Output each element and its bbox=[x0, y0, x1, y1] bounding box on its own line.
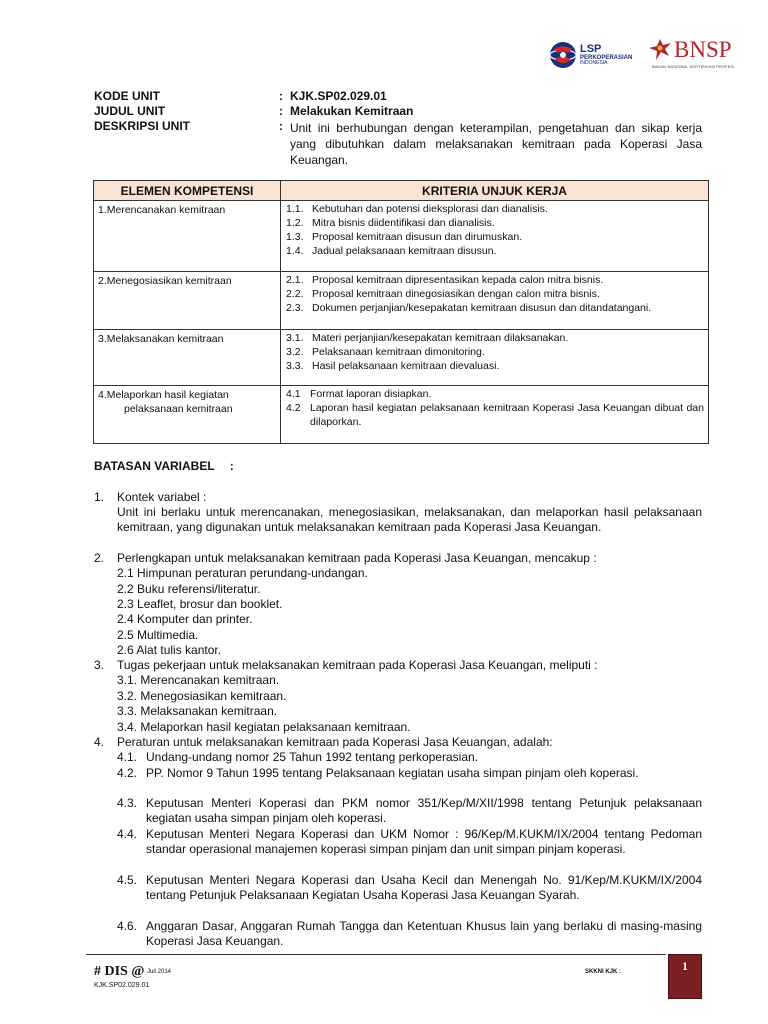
criteria-cell bbox=[281, 272, 709, 330]
bnsp-logo-text: BNSP bbox=[674, 37, 732, 62]
element-cell bbox=[94, 201, 281, 272]
criteria-item bbox=[286, 244, 704, 258]
element-cell bbox=[94, 272, 281, 330]
criteria-item bbox=[286, 287, 704, 301]
lsp-logo bbox=[548, 40, 642, 70]
page-number: 1 bbox=[682, 959, 688, 973]
criteria-text: Mitra bisnis diidentifikasi dan dianalisis. bbox=[312, 217, 495, 229]
table-row bbox=[94, 330, 709, 386]
criteria-num: 2.2. bbox=[286, 288, 304, 300]
criteria-item bbox=[286, 273, 704, 287]
criteria-text: Kebutuhan dan potensi dieksplorasi dan dianalisis. bbox=[312, 203, 548, 215]
list-item: 2.1 Himpunan peraturan perundang-undangan. bbox=[117, 566, 368, 580]
judul-unit-value: Melakukan Kemitraan bbox=[290, 104, 414, 118]
element-cell bbox=[94, 386, 281, 444]
footer-date: Juli 2014 bbox=[147, 969, 172, 975]
criteria-item bbox=[286, 230, 704, 244]
regulation-num: 4.6. bbox=[117, 919, 138, 933]
judul-unit-label: JUDUL UNIT bbox=[94, 104, 166, 118]
table-row bbox=[94, 386, 709, 444]
regulation-num: 4.3. bbox=[117, 796, 138, 810]
criteria-cell bbox=[281, 330, 709, 386]
element-text: 1.Merencanakan kemitraan bbox=[98, 204, 226, 216]
regulation-text: Keputusan Menteri Negara Koperasi dan Usaha Kecil dan Menengah No. 91/Kep/M.KUKM/IX/2004 tentang Petunjuk Pelaksanaan Kegiatan Usaha Koperasi Jasa Keuangan Syarah. bbox=[146, 873, 702, 902]
criteria-num: 2.1. bbox=[286, 274, 304, 286]
batasan-variabel-title bbox=[94, 459, 234, 474]
list-num-4: 4. bbox=[94, 735, 105, 749]
list-item: 3.4. Melaporkan hasil kegiatan pelaksanaan kemitraan. bbox=[117, 720, 411, 734]
deskripsi-unit-value: Unit ini berhubungan dengan keterampilan, pengetahuan dan sikap kerja yang dibutuhkan dalam melaksanakan kemitraan pada Koperasi Jasa Keuangan. bbox=[290, 121, 702, 167]
list-item: 3.1. Merencanakan kemitraan. bbox=[117, 673, 280, 687]
footer-brand: # DIS @ bbox=[94, 964, 145, 979]
criteria-item bbox=[286, 202, 704, 216]
kode-unit-label: KODE UNIT bbox=[94, 89, 160, 103]
criteria-text: Format laporan disiapkan. bbox=[310, 388, 432, 400]
element-text-continued: pelaksanaan kemitraan bbox=[124, 403, 233, 415]
element-text: 4.Melaporkan hasil kegiatan bbox=[98, 389, 229, 401]
list-item: 2.3 Leaflet, brosur dan booklet. bbox=[117, 597, 283, 611]
element-text: 3.Melaksanakan kemitraan bbox=[98, 333, 224, 345]
criteria-num: 4.1 bbox=[286, 388, 301, 400]
regulation-num: 4.1. bbox=[117, 750, 138, 764]
criteria-cell bbox=[281, 386, 709, 444]
criteria-item bbox=[286, 216, 704, 230]
list-item: 3.3. Melaksanakan kemitraan. bbox=[117, 704, 278, 718]
list-num-2: 2. bbox=[94, 551, 105, 565]
table-row bbox=[94, 201, 709, 272]
lsp-logo-subtext-2: INDONESIA bbox=[580, 60, 608, 66]
criteria-item bbox=[286, 401, 704, 429]
garuda-icon bbox=[647, 36, 673, 64]
criteria-text: Laporan hasil kegiatan pelaksanaan kemitraan Koperasi Jasa Keuangan dibuat dan dilaporkan. bbox=[310, 402, 704, 428]
bnsp-logo bbox=[647, 36, 743, 72]
criteria-num: 3.1. bbox=[286, 332, 304, 344]
criteria-text: Proposal kemitraan disusun dan dirumuskan. bbox=[312, 231, 523, 243]
list-item: 2.5 Multimedia. bbox=[117, 628, 199, 642]
criteria-num: 4.2 bbox=[286, 402, 301, 414]
perlengkapan-title: Perlengkapan untuk melaksanakan kemitraan pada Koperasi Jasa Keuangan, mencakup : bbox=[117, 551, 597, 565]
elemen-kompetensi-header: ELEMEN KOMPETENSI bbox=[94, 181, 281, 201]
list-item: 2.4 Komputer dan printer. bbox=[117, 612, 253, 626]
criteria-text: Jadual pelaksanaan kemitraan disusun. bbox=[312, 245, 497, 257]
peraturan-title: Peraturan untuk melaksanakan kemitraan pada Koperasi Jasa Keuangan, adalah: bbox=[117, 735, 553, 749]
kriteria-unjuk-kerja-header: KRITERIA UNJUK KERJA bbox=[281, 181, 709, 201]
criteria-text: Pelaksanaan kemitraan dimonitoring. bbox=[312, 346, 485, 358]
globe-icon bbox=[548, 40, 578, 70]
footer-skkni-label: SKKNI KJK : bbox=[585, 969, 622, 975]
regulation-num: 4.2. bbox=[117, 766, 138, 780]
kontek-variabel-title: Kontek variabel : bbox=[117, 490, 207, 504]
regulation-text: Undang-undang nomor 25 Tahun 1992 tentang perkoperasian. bbox=[146, 750, 479, 764]
list-item: 2.2 Buku referensi/literatur. bbox=[117, 582, 261, 596]
batasan-variabel-colon: : bbox=[229, 459, 234, 473]
competency-table bbox=[93, 180, 709, 444]
page-number-box bbox=[668, 954, 702, 999]
deskripsi-unit-label: DESKRIPSI UNIT bbox=[94, 119, 191, 133]
criteria-num: 1.1. bbox=[286, 203, 304, 215]
criteria-text: Dokumen perjanjian/kesepakatan kemitraan disusun dan ditandatangani. bbox=[312, 302, 652, 314]
criteria-text: Proposal kemitraan dinegosiasikan dengan calon mitra bisnis. bbox=[312, 288, 600, 300]
regulation-num: 4.5. bbox=[117, 873, 138, 887]
criteria-num: 3.3. bbox=[286, 360, 304, 372]
criteria-item bbox=[286, 301, 704, 315]
list-item: 2.6 Alat tulis kantor. bbox=[117, 643, 222, 657]
criteria-cell bbox=[281, 201, 709, 272]
lsp-logo-subtext: PERKOPERASIAN bbox=[580, 55, 633, 61]
element-cell bbox=[94, 330, 281, 386]
criteria-item bbox=[286, 345, 704, 359]
table-row bbox=[94, 272, 709, 330]
deskripsi-unit-colon: : bbox=[279, 119, 283, 133]
regulation-text: PP. Nomor 9 Tahun 1995 tentang Pelaksanaan kegiatan usaha simpan pinjam oleh koperasi. bbox=[146, 766, 639, 780]
list-item: 3.2. Menegosiasikan kemitraan. bbox=[117, 689, 287, 703]
criteria-num: 1.2. bbox=[286, 217, 304, 229]
criteria-text: Materi perjanjian/kesepakatan kemitraan dilaksanakan. bbox=[312, 332, 569, 344]
criteria-num: 1.3. bbox=[286, 231, 304, 243]
criteria-num: 2.3. bbox=[286, 302, 304, 314]
footer-unit-code: KJK.SP02.029.01 bbox=[94, 982, 150, 989]
tugas-pekerjaan-title: Tugas pekerjaan untuk melaksanakan kemitraan pada Koperasi Jasa Keuangan, meliputi : bbox=[117, 658, 598, 672]
criteria-num: 3.2. bbox=[286, 346, 304, 358]
criteria-item bbox=[286, 359, 704, 373]
element-text: 2.Menegosiasikan kemitraan bbox=[98, 275, 232, 287]
criteria-item bbox=[286, 331, 704, 345]
criteria-text: Proposal kemitraan dipresentasikan kepada calon mitra bisnis. bbox=[312, 274, 604, 286]
batasan-variabel-heading: BATASAN VARIABEL bbox=[94, 459, 215, 473]
regulation-text: Anggaran Dasar, Anggaran Rumah Tangga dan Ketentuan Khusus lain yang berlaku di masing-masing Koperasi Jasa Keuangan. bbox=[146, 919, 702, 948]
lsp-logo-text: LSP bbox=[580, 43, 602, 55]
criteria-num: 1.4. bbox=[286, 245, 304, 257]
kontek-variabel-text: Unit ini berlaku untuk merencanakan, menegosiasikan, melaksanakan, dan melaporkan hasil pelaksanaan kemitraan, yang digunakan untuk melaksanakan kemitraan pada Koperasi Jasa Keuangan. bbox=[117, 505, 702, 534]
list-num-1: 1. bbox=[94, 490, 105, 504]
table-header-row bbox=[94, 181, 709, 201]
regulation-text: Keputusan Menteri Negara Koperasi dan UKM Nomor : 96/Kep/M.KUKM/IX/2004 tentang Pedoman standar operasional manajemen koperasi simpan pinjam dan unit simpan pinjam koperasi. bbox=[146, 827, 702, 856]
criteria-text: Hasil pelaksanaan kemitraan dievaluasi. bbox=[312, 360, 500, 372]
criteria-item bbox=[286, 387, 704, 401]
judul-unit-colon: : bbox=[279, 104, 283, 118]
kode-unit-value: KJK.SP02.029.01 bbox=[290, 89, 387, 103]
regulation-text: Keputusan Menteri Koperasi dan PKM nomor 351/Kep/M/XII/1998 tentang Petunjuk pelaksanaan kegiatan usaha simpan pinjam oleh koperasi. bbox=[146, 796, 702, 825]
list-num-3: 3. bbox=[94, 658, 105, 672]
kode-unit-colon: : bbox=[279, 89, 283, 103]
bnsp-logo-subtitle: BADAN NASIONAL SERTIFIKASI PROFESI bbox=[652, 64, 735, 69]
regulation-num: 4.4. bbox=[117, 827, 138, 841]
footer-divider bbox=[86, 954, 666, 955]
